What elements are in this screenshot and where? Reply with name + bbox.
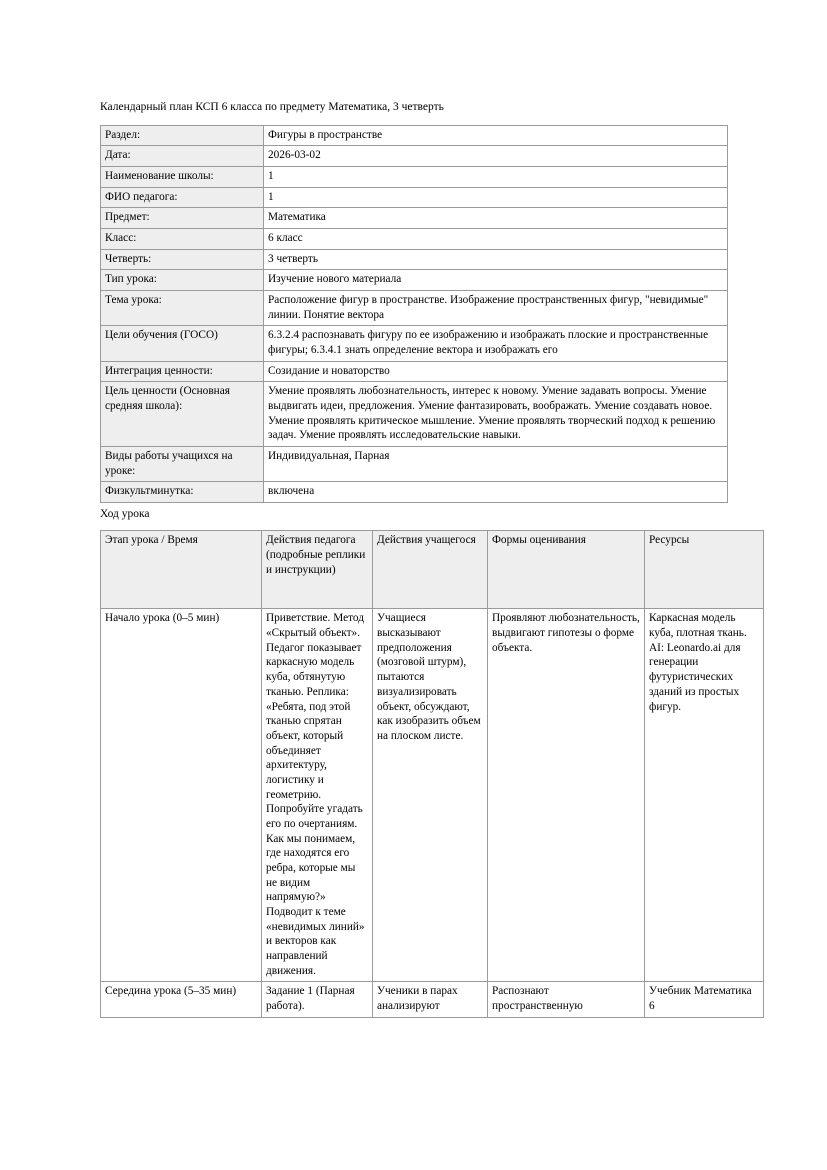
info-value: Расположение фигур в пространстве. Изображение пространственных фигур, "невидимые" линии. Понятие вектора xyxy=(264,290,728,325)
info-label: Цели обучения (ГОСО) xyxy=(101,326,264,361)
table-row xyxy=(101,482,728,503)
info-label: ФИО педагога: xyxy=(101,187,264,208)
table-row xyxy=(101,228,728,249)
info-value: 6.3.2.4 распознавать фигуру по ее изображению и изображать плоские и пространственные фигуры; 6.3.4.1 знать определение вектора и изображать его xyxy=(264,326,728,361)
cell-resources: Учебник Математика 6 xyxy=(645,982,764,1017)
info-label: Тип урока: xyxy=(101,270,264,291)
table-header-row xyxy=(101,531,764,609)
info-value: Изучение нового материала xyxy=(264,270,728,291)
lesson-info-table xyxy=(100,125,728,503)
info-label: Физкультминутка: xyxy=(101,482,264,503)
info-label: Дата: xyxy=(101,146,264,167)
info-value: включена xyxy=(264,482,728,503)
table-row xyxy=(101,166,728,187)
info-value: Созидание и новаторство xyxy=(264,361,728,382)
info-label: Класс: xyxy=(101,228,264,249)
info-label: Виды работы учащихся на уроке: xyxy=(101,446,264,481)
info-value: Умение проявлять любознательность, интерес к новому. Умение задавать вопросы. Умение выдвигать идеи, предложения. Умение фантазировать, воображать. Умение создавать новое. Умение проявлять критическое мышление. Умение проявлять творческий подход к решению задач. Умение проявлять исследовательские навыки. xyxy=(264,382,728,447)
table-row xyxy=(101,187,728,208)
info-value: Математика xyxy=(264,208,728,229)
cell-teacher-actions: Приветствие. Метод «Скрытый объект». Педагог показывает каркасную модель куба, обтянутую тканью. Реплика: «Ребята, под этой тканью спрятан объект, который объединяет архитектуру, логистику и геометрию. Попробуйте угадать его по очертаниям. Как мы понимаем, где находятся его ребра, которые мы не видим напрямую?» Подводит к теме «невидимых линий» и векторов как направлений движения. xyxy=(262,609,373,982)
table-row xyxy=(101,326,728,361)
table-row xyxy=(101,446,728,481)
column-header-teacher-actions: Действия педагога (подробные реплики и инструкции) xyxy=(262,531,373,609)
info-label: Наименование школы: xyxy=(101,166,264,187)
cell-stage: Начало урока (0–5 мин) xyxy=(101,609,262,982)
info-label: Четверть: xyxy=(101,249,264,270)
lesson-flow-table xyxy=(100,530,764,1017)
info-value: 6 класс xyxy=(264,228,728,249)
table-row xyxy=(101,146,728,167)
column-header-assessment: Формы оценивания xyxy=(488,531,645,609)
info-value: Индивидуальная, Парная xyxy=(264,446,728,481)
page-title: Календарный план КСП 6 класса по предмету Математика, 3 четверть xyxy=(100,101,444,113)
table-row xyxy=(101,270,728,291)
info-label: Интеграция ценности: xyxy=(101,361,264,382)
table-row xyxy=(101,982,764,1017)
cell-student-actions: Ученики в парах анализируют xyxy=(373,982,488,1017)
table-row xyxy=(101,125,728,146)
info-value: Фигуры в пространстве xyxy=(264,125,728,146)
info-value: 1 xyxy=(264,187,728,208)
info-value: 1 xyxy=(264,166,728,187)
table-row xyxy=(101,208,728,229)
lesson-flow-caption: Ход урока xyxy=(100,507,150,520)
column-header-resources: Ресурсы xyxy=(645,531,764,609)
cell-assessment: Проявляют любознательность, выдвигают гипотезы о форме объекта. xyxy=(488,609,645,982)
info-label: Тема урока: xyxy=(101,290,264,325)
column-header-stage: Этап урока / Время xyxy=(101,531,262,609)
cell-assessment: Распознают пространственную xyxy=(488,982,645,1017)
info-value: 3 четверть xyxy=(264,249,728,270)
cell-stage: Середина урока (5–35 мин) xyxy=(101,982,262,1017)
table-row xyxy=(101,382,728,447)
info-label: Цель ценности (Основная средняя школа): xyxy=(101,382,264,447)
table-row xyxy=(101,249,728,270)
info-label: Предмет: xyxy=(101,208,264,229)
table-row xyxy=(101,609,764,982)
table-row xyxy=(101,290,728,325)
cell-teacher-actions: Задание 1 (Парная работа). xyxy=(262,982,373,1017)
cell-student-actions: Учащиеся высказывают предположения (мозговой штурм), пытаются визуализировать объект, обсуждают, как изобразить объем на плоском листе. xyxy=(373,609,488,982)
cell-resources: Каркасная модель куба, плотная ткань. AI: Leonardo.ai для генерации футуристических зданий из простых фигур. xyxy=(645,609,764,982)
column-header-student-actions: Действия учащегося xyxy=(373,531,488,609)
info-value: 2026-03-02 xyxy=(264,146,728,167)
info-label: Раздел: xyxy=(101,125,264,146)
table-row xyxy=(101,361,728,382)
